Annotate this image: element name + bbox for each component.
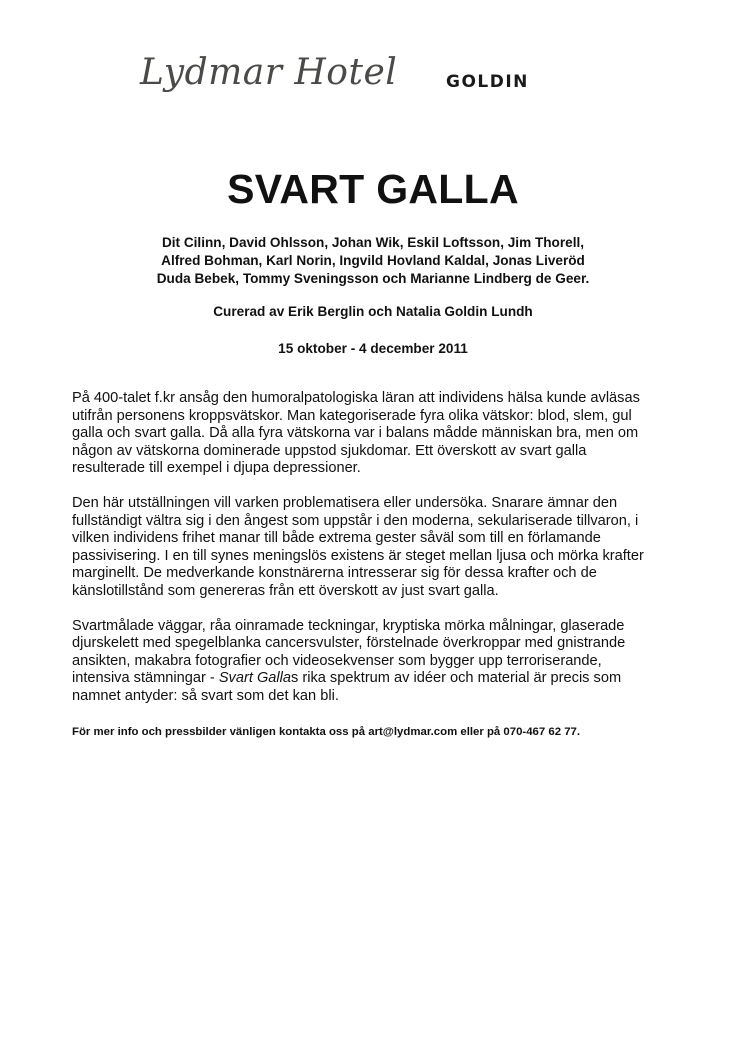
text-line: Den här utställningen vill varken problematisera eller undersöka. Snarare ämnar den [72, 494, 618, 511]
text-line: passivisering. I en till synes meningslös existens är steget mellan ljusa och mörka krafter [72, 547, 644, 564]
text-line: utifrån personens kroppsvätskor. Man kategoriserade fyra olika vätskor: blod, slem, gul [72, 407, 632, 424]
artist-line: Dit Cilinn, David Ohlsson, Johan Wik, Eskil Loftsson, Jim Thorell, [161, 235, 585, 250]
exhibition-dates: 15 oktober - 4 december 2011 [278, 341, 468, 356]
text-line: djurskelett med spegelblanka cancersvulster, förstelnade överkroppar med gnistrande [72, 635, 626, 652]
text-line: resulterade till exempel i djupa depressioner. [72, 460, 361, 477]
text-fragment: s rika spektrum av idéer och material är precis som [291, 670, 622, 687]
text-fragment: intensiva stämningar - [72, 670, 219, 687]
paragraph-1 [72, 390, 672, 478]
artist-line: Alfred Bohman, Karl Norin, Ingvild Hovland Kaldal, Jonas Liveröd [161, 253, 585, 268]
text-line: ansikten, makabra fotografier och videosekvenser som bygger upp terroriserande, [72, 652, 602, 669]
text-line: marginellt. De medverkande konstnärerna intresserar sig för dessa krafter och de [72, 565, 597, 582]
logo-header [0, 52, 746, 112]
text-line: Svartmålade väggar, råa oinramade teckningar, kryptiska mörka målningar, glaserade [72, 617, 625, 634]
page-title: SVART GALLA [227, 166, 519, 212]
goldin-logo: GOLDIN [446, 72, 529, 92]
text-line: På 400-talet f.kr ansåg den humoralpatologiska läran att individens hälsa kunde avläsas [72, 390, 640, 406]
text-line: fullständigt vältra sig i den ångest som uppstår i den moderna, sekulariserade tillvaron, i [72, 512, 639, 529]
artist-list [0, 234, 746, 288]
exhibition-name-italic: Svart Galla [218, 670, 292, 687]
body-text [72, 390, 672, 723]
curator-line: Curerad av Erik Berglin och Natalia Goldin Lundh [213, 304, 533, 319]
lydmar-hotel-logo: Lydmar Hotel [140, 52, 398, 93]
artist-line: Duda Bebek, Tommy Sveningsson och Marianne Lindberg de Geer. [156, 271, 590, 286]
text-line: galla och svart galla. Då alla fyra vätskorna var i balans mådde människan bra, men om [72, 425, 639, 442]
text-line: någon av vätskorna dominerade uppstod sjukdomar. Ett överskott av svart galla [72, 442, 587, 459]
text-line: namnet antyder: så svart som det kan bli. [72, 687, 339, 704]
paragraph-3 [72, 618, 672, 706]
contact-info: För mer info och pressbilder vänligen kontakta oss på art@lydmar.com eller på 070-467 62 77. [72, 726, 581, 738]
paragraph-2 [72, 495, 672, 601]
text-line [72, 670, 672, 688]
text-line: vilken individens frihet manar till både extrema gester såväl som till en förlamande [72, 530, 601, 547]
text-line: känslotillstånd som genereras från ett överskott av just svart galla. [72, 582, 499, 599]
